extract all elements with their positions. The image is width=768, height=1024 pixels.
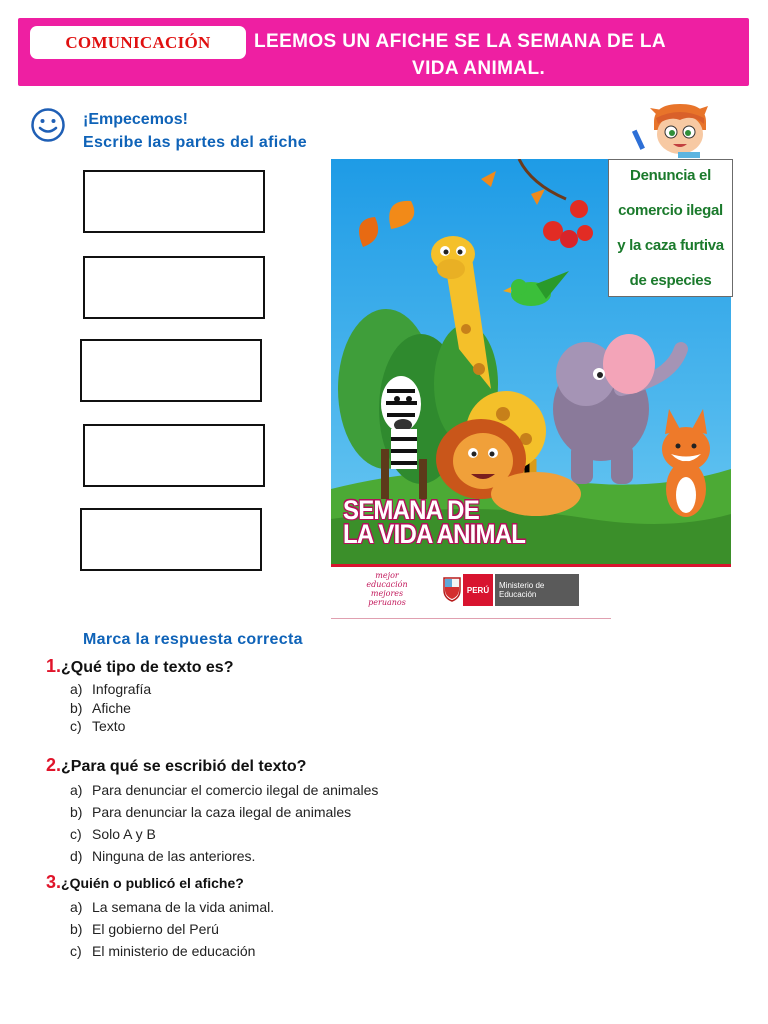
option-text: Solo A y B	[92, 826, 156, 842]
instruction-heading: Escribe las partes del afiche	[83, 134, 307, 151]
poster-title-line-2: LA VIDA ANIMAL	[343, 519, 526, 550]
question-text: ¿Quién o publicó el afiche?	[61, 875, 244, 891]
option-letter: b)	[70, 921, 83, 937]
option-letter: a)	[70, 782, 83, 798]
option-letter: a)	[70, 899, 83, 915]
question-1	[46, 656, 233, 677]
answer-box-3[interactable]	[80, 339, 262, 402]
option-row[interactable]	[70, 801, 378, 823]
option-row[interactable]	[70, 918, 274, 940]
option-row[interactable]	[70, 717, 151, 736]
option-letter: c)	[70, 943, 82, 959]
callout-line: de especies	[629, 272, 712, 289]
poster-callout	[608, 159, 733, 297]
option-text: El ministerio de educación	[92, 943, 256, 959]
option-row[interactable]	[70, 845, 378, 867]
question-3-options	[70, 896, 274, 962]
question-3	[46, 872, 244, 893]
question-2	[46, 755, 306, 776]
question-number: 3.	[46, 872, 62, 892]
option-letter: a)	[70, 681, 83, 697]
option-text: Para denunciar el comercio ilegal de animales	[92, 782, 379, 798]
poster-footer	[331, 564, 731, 619]
title-line-1: LEEMOS UN AFICHE SE LA SEMANA DE LA	[254, 31, 666, 52]
question-1-options	[70, 680, 151, 736]
ministry-text: Ministerio de Educación	[499, 581, 545, 599]
option-row[interactable]	[70, 940, 274, 962]
option-row[interactable]	[70, 779, 378, 801]
option-row[interactable]	[70, 896, 274, 918]
option-text: Infografía	[92, 681, 152, 697]
option-row[interactable]	[70, 680, 151, 699]
poster-title-line-1: SEMANA DE	[343, 495, 479, 526]
question-number: 1.	[46, 656, 62, 676]
callout-line: Denuncia el	[630, 167, 711, 184]
answer-box-4[interactable]	[83, 424, 265, 487]
option-text: Afiche	[92, 699, 131, 716]
answer-box-1[interactable]	[83, 170, 265, 233]
peru-label: PERÚ	[463, 574, 493, 606]
option-row[interactable]	[70, 699, 151, 718]
title-line-2: VIDA ANIMAL.	[412, 58, 546, 79]
option-text: Para denunciar la caza ilegal de animales	[92, 804, 352, 820]
question-text: ¿Para qué se escribió del texto?	[61, 758, 307, 775]
option-text: Ninguna de las anteriores.	[92, 848, 256, 864]
poster-footer-rule	[331, 564, 731, 567]
question-text: ¿Qué tipo de texto es?	[61, 659, 234, 676]
option-letter: c)	[70, 718, 82, 734]
option-text: Texto	[92, 718, 126, 734]
option-letter: d)	[70, 848, 83, 864]
answer-box-5[interactable]	[80, 508, 262, 571]
question-number: 2.	[46, 755, 62, 775]
subject-label: COMUNICACIÓN	[30, 26, 246, 59]
option-letter: c)	[70, 826, 82, 842]
smiley-icon	[30, 107, 66, 143]
option-letter: b)	[70, 699, 83, 716]
ministry-label	[495, 574, 579, 606]
mark-heading: Marca la respuesta correcta	[83, 631, 303, 648]
poster-bottom-rule	[331, 618, 611, 619]
callout-line: comercio ilegal	[618, 202, 723, 219]
poster	[331, 159, 731, 619]
option-row[interactable]	[70, 823, 378, 845]
callout-line: y la caza furtiva	[617, 237, 724, 254]
answer-box-2[interactable]	[83, 256, 265, 319]
peru-shield-icon	[443, 576, 461, 602]
start-heading: ¡Empecemos!	[83, 111, 188, 128]
option-text: La semana de la vida animal.	[92, 899, 275, 915]
boy-illustration	[626, 100, 722, 160]
option-letter: b)	[70, 804, 83, 820]
option-text: El gobierno del Perú	[92, 921, 219, 937]
header-banner	[18, 18, 749, 86]
slogan-logo: mejor educación mejores peruanos	[366, 571, 408, 607]
question-2-options	[70, 779, 378, 867]
